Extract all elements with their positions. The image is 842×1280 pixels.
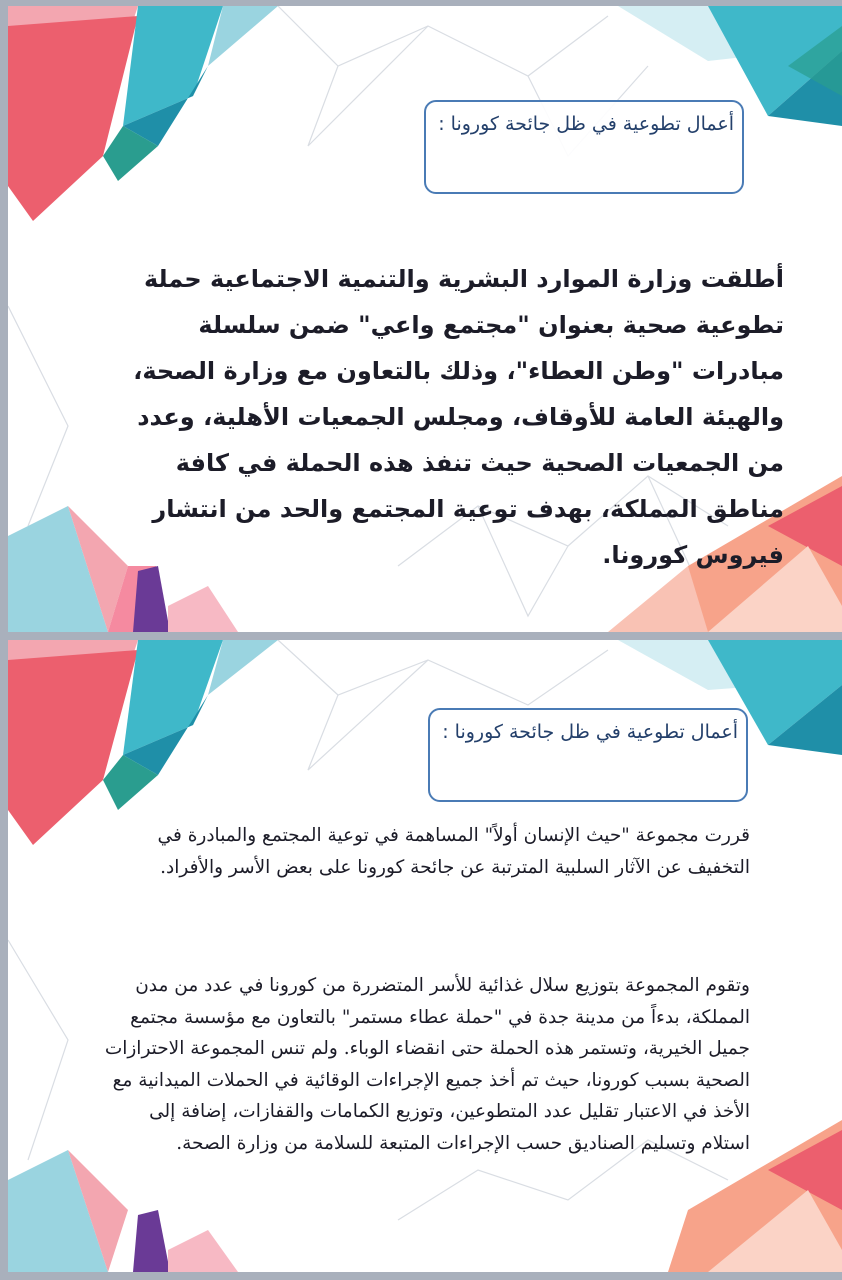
slide-title: أعمال تطوعية في ظل جائحة كورونا : (438, 113, 734, 135)
slide-title-box (424, 100, 744, 194)
slide-1 (8, 6, 842, 632)
slide-2 (8, 640, 842, 1272)
slide-title-box (428, 708, 748, 802)
slide-title: أعمال تطوعية في ظل جائحة كورونا : (442, 721, 738, 743)
slide-paragraph-2: وتقوم المجموعة بتوزيع سلال غذائية للأسر المتضررة من كورونا في عدد من مدن المملكة، بدءاً من مدينة جدة في "حملة عطاء مستمر" بالتعاون مع مؤسسة مجتمع جميل الخيرية، وتستمر هذه الحملة حتى انقضاء الوباء. ولم تنس المجموعة الاحترازات الصحية بسبب كورونا، حيث تم أخذ جميع الإجراءات الوقائية في الحملات الميدانية مع الأخذ في الاعتبار تقليل عدد المتطوعين، وتوزيع الكمامات والقفازات، إضافة إلى استلام وتسليم الصناديق حسب الإجراءات المتبعة للسلامة من وزارة الصحة. (104, 975, 750, 1154)
slide-body-text: أطلقت وزارة الموارد البشرية والتنمية الاجتماعية حملة تطوعية صحية بعنوان "مجتمع واعي" ضمن سلسلة مبادرات "وطن العطاء"، وذلك بالتعاون مع وزارة الصحة، والهيئة العامة للأوقاف، ومجلس الجمعيات الأهلية، وعدد من الجمعيات الصحية حيث تنفذ هذه الحملة في كافة مناطق المملكة، بهدف توعية المجتمع والحد من انتشار فيروس كورونا. (133, 265, 784, 569)
slide-paragraph-1: قررت مجموعة "حيث الإنسان أولاً" المساهمة في توعية المجتمع والمبادرة في التخفيف عن الآثار السلبية المترتبة عن جائحة كورونا على بعض الأسر والأفراد. (157, 825, 750, 878)
